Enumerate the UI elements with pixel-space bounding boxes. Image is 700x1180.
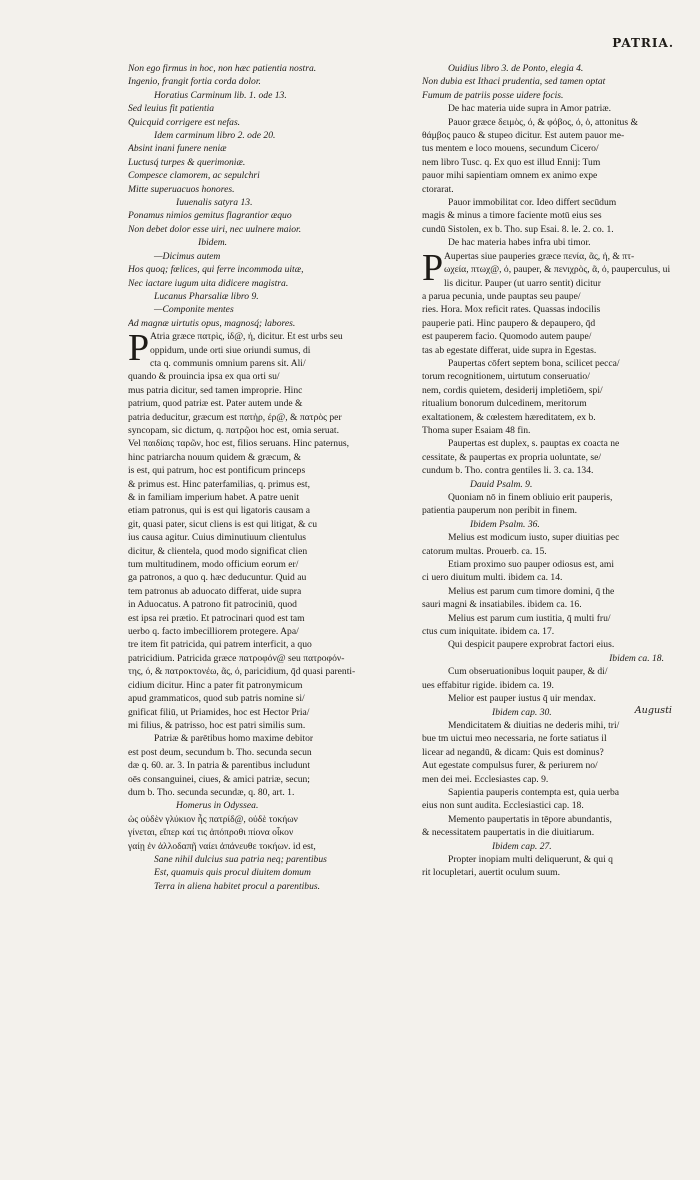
text-line: Cum obseruationibus loquit pauper, & di/ [448, 666, 608, 678]
text-line: uerbo q. facto imbecilliorem protegere. Apa/ [128, 626, 299, 638]
text-line: etiam patronus, qui is est qui ligatoris causam a [128, 505, 310, 517]
text-line: De hac materia habes infra ubi timor. [448, 237, 591, 249]
text-line: Thoma super Esaiam 48 fin. [422, 424, 531, 436]
text-line: patria deducitur, græcum est πατὴρ, έρ@, & πατρὸς per [128, 411, 342, 423]
text-line: ius causa agitur. Cuius diminutiuum clientulus [128, 532, 307, 544]
text-line: Fumum de patriis posse uidere focis. [422, 89, 564, 101]
text-line: Quoniam nō in finem obliuio erit pauperis, [448, 492, 613, 503]
text-line: eius non sunt audita. Ecclesiastici cap. 18. [422, 800, 584, 812]
text-line: Ouidius libro 3. de Ponto, elegia 4. [448, 63, 584, 74]
text-line: της, ό, & πατροκτονέω, ᾶς, ό, paricidium, q̄d quasi parenti- [128, 666, 356, 678]
text-line: mus patria dicitur, sed tamen improprie. Hinc [128, 384, 303, 396]
text-line: Est, quamuis quis procul diuitem domum [154, 867, 311, 879]
text-line: ωχεία, πτωχ@, ό, pauper, & πενιχρὸς, ᾶ, ό, pauperculus, ui [444, 264, 671, 276]
text-line: gnificat filiū, ut Priamides, hoc est Hector Pria/ [128, 706, 310, 718]
text-line: tus mentem e loco mouens, secundum Cicero/ [422, 143, 599, 155]
text-line: licear ad negandū, & dicam: Quis est dominus? [422, 746, 604, 758]
text-line: tem patronus ab aduocato differat, uide supra [128, 585, 302, 597]
text-line: lis dicitur. Pauper (ut uarro sentit) dicitur [444, 277, 601, 289]
text-line: ga patronos, a quo q. hæc deducuntur. Quid au [128, 572, 307, 584]
text-line: Horatius Carminum lib. 1. ode 13. [154, 89, 287, 101]
text-line: Pauor græce δειμὸς, ό, & φόβος, ό, ὁ, attonitus & [448, 116, 638, 128]
drop-cap-letter: P [422, 246, 444, 289]
text-line: Aupertas siue pauperies græce πενία, ᾶς, ἡ, & πτ- [444, 250, 635, 262]
text-line: Ad magnæ uirtutis opus, magnosq́; labores. [128, 317, 296, 329]
text-line: Ibidem Psalm. 36. [470, 518, 540, 530]
text-line: Melius est parum cum iustitia, q̄ multi fru/ [448, 612, 611, 624]
text-line: cundū Sistolen, ex b. Tho. sup Esai. 8. le. 2. co. 1. [422, 223, 614, 235]
text-line: Melior est pauper iustus q̄ uir mendax. [448, 693, 596, 705]
text-line: dum b. Tho. secunda secundæ, q. 80, art. 1. [128, 786, 295, 798]
running-head: PATRIA. [612, 36, 674, 50]
text-line: Hos quoq; fœlices, qui ferre incommoda uitæ, [128, 264, 304, 276]
text-line: Propter inopiam multi deliquerunt, & qui q [448, 853, 613, 865]
text-line: Vel παιδίαις ταρῶν, hoc est, filios seruans. Hinc paternus, [128, 438, 350, 450]
text-line: nem, cordis quietem, desiderij impletiōem, spi/ [422, 384, 603, 396]
text-line: Absint inani funere neniæ [128, 143, 227, 155]
text-line: dæ q. 60. ar. 3. In patria & parentibus includunt [128, 760, 310, 772]
text-line: Qui despicit paupere exprobrat factori eius. [448, 639, 615, 651]
text-line: Ibidem cap. 30. [492, 706, 552, 718]
text-line: Nec iactare iugum uita didicere magistra. [128, 277, 289, 289]
text-line: Memento paupertatis in tēpore abundantis, [448, 813, 612, 825]
text-line: Aut egestate compulsus furer, & periurem no/ [422, 760, 598, 772]
text-line: in Aduocatus. A patrono fit patrociniū, quod [128, 599, 297, 611]
text-line: hinc patriarcha nouum quidem & græcum, & [128, 451, 301, 463]
text-line: pauperie pati. Hinc paupero & depaupero, q̄d [422, 317, 596, 329]
text-line: quando & prouincia ipsa ex qua orti su/ [128, 371, 280, 383]
text-line: Ibidem. [198, 237, 228, 249]
drop-cap-paragraph [422, 246, 684, 290]
text-line: sauri magni & insatiabiles. ibidem ca. 16. [422, 599, 582, 611]
text-line: tas ab egestate differat, uide supra in Egestas. [422, 344, 597, 356]
text-line: Lucanus Pharsaliæ libro 9. [154, 290, 259, 302]
text-line: exaltationem, & cœlestem hæreditatem, ex b. [422, 411, 596, 423]
drop-cap-paragraph [128, 327, 404, 370]
catchword: Augusti [634, 705, 672, 716]
text-line: tum multitudinem, modo officium eorum er/ [128, 559, 299, 571]
text-line: & primus est. Hinc paterfamilias, q. primus est, [128, 478, 310, 490]
text-line: ctus cum iniquitate. ibidem ca. 17. [422, 626, 555, 638]
text-line: De hac materia uide supra in Amor patriæ. [448, 103, 612, 115]
text-line: magis & minus a timore faciente motū eius ses [422, 210, 602, 222]
text-line: patrium, quod patriæ est. Pater autem unde & [128, 398, 303, 410]
text-line: Compesce clamorem, ac sepulchri [128, 170, 260, 182]
text-line: is est, qui patrum, hoc est pontificum princeps [128, 465, 306, 477]
text-line: Melius est modicum iusto, super diuitias pec [448, 532, 620, 544]
text-line: tre item fit patricida, qui patrem interficit, a quo [128, 639, 312, 651]
text-line: est post deum, secundum b. Tho. secunda secun [128, 746, 312, 758]
text-line: est pauperem facio. Quomodo autem paupe/ [422, 331, 592, 343]
text-line: Ibidem cap. 27. [492, 840, 552, 852]
text-line: Etiam proximo suo pauper odiosus est, ami [448, 559, 615, 571]
text-line: torum recognitionem, uirtutum conseruatio/ [422, 371, 590, 383]
text-line: nem libro Tusc. q. Ex quo est illud Ennij: Tum [422, 156, 601, 168]
text-line: ritualium bonorum dulcedinem, meritorum [422, 398, 587, 410]
text-line: ctorarat. [422, 183, 454, 195]
text-line: ries. Hora. Mox reficit rates. Quassas indocilis [422, 304, 601, 316]
text-line: Idem carminum libro 2. ode 20. [154, 130, 276, 142]
text-line: Ingenio, frangit fortia corda dolor. [128, 76, 261, 88]
text-line: Quicquid corrigere est nefas. [128, 116, 241, 128]
text-line: apud grammaticos, quod sub patris nomine si/ [128, 693, 305, 705]
text-line: cessitate, & paupertas ex propria uoluntate, se/ [422, 451, 602, 463]
text-line: Paupertas cōfert septem bona, scilicet pecca/ [448, 357, 620, 369]
text-line: Sane nihil dulcius sua patria neq; parentibus [154, 853, 327, 865]
text-line: dicitur, & clientela, quod modo significat clien [128, 545, 308, 557]
text-line: pauor mihi sapientiam omnem ex animo expe [422, 170, 598, 182]
text-line: Sapientia pauperis contempta est, quia uerba [448, 786, 620, 798]
text-line: Terra in aliena habitet procul a parentibus. [154, 880, 321, 892]
text-line: patientia pauperum non peribit in finem. [422, 505, 578, 517]
right-column [422, 62, 684, 880]
text-line: patricidium. Patricida græce πατροφόν@ seu πατροφόν- [128, 652, 345, 664]
text-line: catorum multas. Prouerb. ca. 15. [422, 545, 547, 557]
text-line: men dei mei. Ecclesiastes cap. 9. [422, 773, 549, 785]
text-line: Luctusq́ turpes & querimoniæ. [128, 156, 246, 168]
text-line: cidium dicitur. Hinc a pater fit patronymicum [128, 679, 303, 691]
text-line: & in familiam imperium habet. A patre uenit [128, 492, 300, 503]
text-line: cundum b. Tho. contra gentiles li. 3. ca. 134. [422, 465, 594, 477]
text-line: —Dicimus autem [154, 250, 221, 262]
text-line: cta q. communis omnium parens sit. Ali/ [150, 357, 306, 369]
left-column [128, 62, 404, 893]
text-line: Dauid Psalm. 9. [470, 478, 533, 490]
text-line: ὡς οὐδὲν γλύκιον ἧς πατρίδ@, οὐδὲ τοκήων [128, 813, 298, 825]
text-line: Non debet dolor esse uiri, nec uulnere maior. [128, 223, 302, 235]
text-line: Melius est parum cum timore domini, q̄ the [448, 585, 615, 597]
text-line: git, quasi pater, sicut cliens is est qui litigat, & cu [128, 518, 318, 530]
text-line: Patriæ & parētibus homo maxime debitor [154, 733, 314, 745]
text-line: θάμβος pauco & stupeo dicitur. Est autem pauor me- [422, 130, 625, 142]
text-line: Mitte superuacuos honores. [128, 183, 235, 195]
text-line: mi filius, & patrisso, hoc est patri similis sum. [128, 719, 306, 731]
text-line: Ponamus nimios gemitus flagrantior æquo [128, 210, 292, 222]
text-line: a parua pecunia, unde pauptas seu paupe/ [422, 290, 581, 302]
text-line: Iuuenalis satyra 13. [176, 197, 253, 209]
text-line: oppidum, unde orti siue oriundi sumus, di [150, 344, 311, 356]
text-line: syncopam, sic dictum, q. πατρῷοι hoc est, omia seruat. [128, 424, 339, 436]
text-line: Non ego firmus in hoc, non hæc patientia nostra. [128, 63, 317, 74]
text-line: Non dubia est Ithaci prudentia, sed tamen optat [422, 76, 606, 88]
text-line: Paupertas est duplex, s. pauptas ex coacta ne [448, 438, 620, 450]
drop-cap-letter: P [128, 327, 150, 370]
text-line: γίνεται, εἴπερ καί τις ἀπόπροθι πίονα οἶκον [128, 827, 294, 839]
text-line: —Componite mentes [154, 304, 234, 316]
text-line: Pauor immobilitat cor. Ideo differt secūdum [448, 197, 617, 209]
text-line: rit locupletari, auertit oculum suum. [422, 867, 561, 879]
text-line: Ibidem ca. 18. [609, 652, 664, 664]
text-line: Homerus in Odyssea. [176, 800, 259, 812]
text-line: Atria græce πατρὶς, ίδ@, ή, dicitur. Et est urbs seu [150, 331, 343, 343]
text-line: oēs consanguinei, ciues, & amici patriæ, secun; [128, 773, 310, 785]
text-line: bue tm uictui meo necessaria, ne forte satiatus il [422, 733, 607, 745]
text-line: γαίῃ ἐν ἀλλοδαπῇ ναίει ἀπάνευθε τοκήων. id est, [128, 840, 316, 852]
text-line: est ipsa rei prætio. Et patrocinari quod est tam [128, 612, 305, 624]
text-line: Sed leuius fit patientia [128, 103, 215, 115]
text-line: & necessitatem paupertatis in die diuitiarum. [422, 827, 595, 839]
text-line: ues effabitur rigide. ibidem ca. 19. [422, 679, 554, 691]
text-line: Mendicitatem & diuitias ne dederis mihi, tri/ [448, 719, 620, 731]
text-line: ci uero diuitum multi. ibidem ca. 14. [422, 572, 563, 584]
